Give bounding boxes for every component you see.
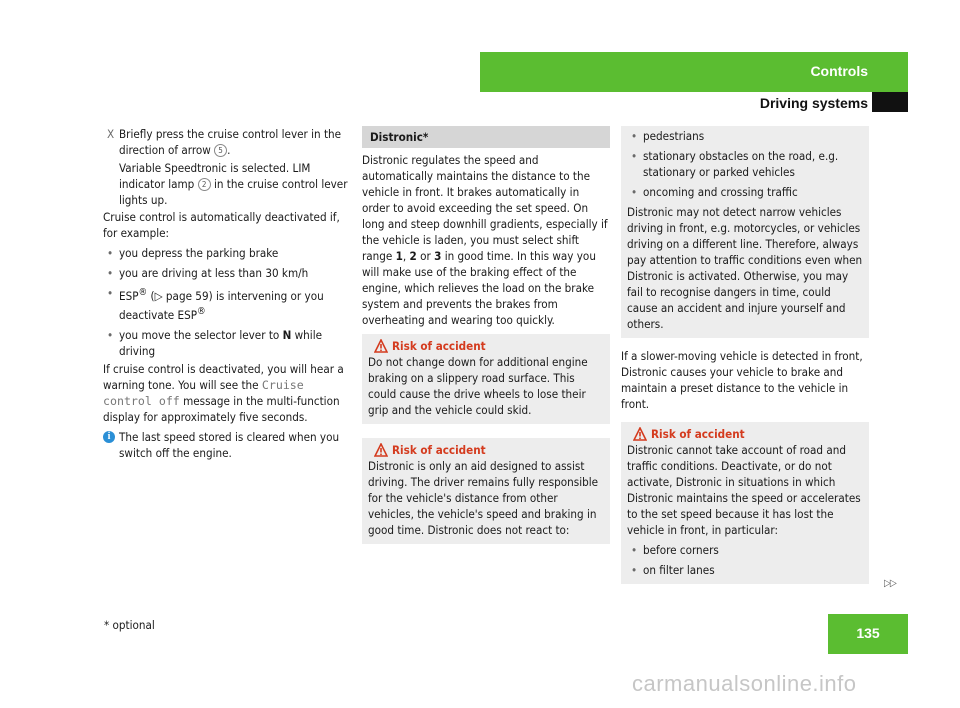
watermark: carmanualsonline.info (632, 671, 857, 696)
continue-arrow-icon: ▷▷ (884, 578, 896, 589)
info-note: i The last speed stored is cleared when you switch off the engine. (103, 429, 351, 461)
chapter-title: Controls (810, 63, 868, 79)
deactivation-intro: Cruise control is automatically deactivated if, for example: (103, 210, 340, 240)
list-item: • you depress the parking brake (107, 246, 279, 260)
warning-triangle-icon (374, 443, 388, 457)
bullet-icon: • (631, 563, 638, 577)
warning-text: Distronic is only an aid designed to assist driving. The driver remains fully responsible for the vehicle's distance from other vehicles, the vehicle's speed and braking in good time. Distronic does not react to: (368, 459, 599, 537)
bullet-icon: • (631, 543, 638, 557)
bullet-icon: • (631, 149, 638, 163)
right-column (621, 126, 869, 584)
warning-title: Risk of accident (368, 338, 604, 354)
warning-box (621, 422, 869, 584)
middle-column (362, 126, 610, 544)
lamp-number-badge: 2 (198, 178, 211, 191)
bullet-icon: • (631, 129, 638, 143)
bullet-icon: • (631, 185, 638, 199)
step-arrow-icon: X (107, 127, 115, 141)
chapter-tab-marker (872, 92, 908, 112)
bullet-icon: • (107, 246, 114, 260)
bullet-icon: • (107, 286, 114, 300)
arrow-number-badge: 5 (214, 144, 227, 157)
list-item: • pedestrians (631, 129, 705, 143)
list-item: • oncoming and crossing traffic (631, 185, 798, 199)
warning-box (362, 334, 610, 424)
warning-text: Distronic cannot take account of road and traffic conditions. Deactivate, or do not activate, Distronic in situations in which Distronic maintains the speed or accelerates to the set speed because it has lost the vehicle in front, in particular: (627, 443, 861, 537)
display-message: Cruise control off (103, 377, 304, 408)
warning-text: Distronic may not detect narrow vehicles driving in front, e.g. motorcycles, or vehicles driving on a different line. Therefore, always pay attention to traffic conditions even when Distronic is activated. Otherwise, you may fail to recognise dangers in time, could cause an accident and injure yourself and others. (627, 205, 863, 331)
bullet-icon: • (107, 327, 114, 342)
warning-triangle-icon (633, 427, 647, 441)
page-number: 135 (828, 614, 908, 654)
bullet-icon: • (107, 266, 114, 280)
step-result: Variable Speedtronic is selected. LIM indicator lamp 2 in the cruise control lever lights up. (119, 161, 348, 207)
warning-box (362, 438, 610, 544)
warning-box-continued (621, 126, 869, 338)
warning-title: Risk of accident (627, 426, 863, 442)
slow-vehicle-text: If a slower-moving vehicle is detected in front, Distronic causes your vehicle to brake and maintain a preset distance to the vehicle in front. (621, 349, 863, 411)
list-item: • stationary obstacles on the road, e.g. stationary or parked vehicles (631, 149, 839, 179)
section-title: Driving systems (759, 95, 868, 111)
warning-text: Do not change down for additional engine braking on a slippery road surface. This could cause the drive wheels to lose their grip and the vehicle could skid. (368, 355, 588, 417)
list-item: • on filter lanes (631, 563, 715, 577)
left-column (103, 126, 351, 461)
list-item: • ESP® (▷ page 59) is intervening or you deactivate ESP® (107, 286, 324, 322)
list-item: • you are driving at less than 30 km/h (107, 266, 309, 280)
warning-title: Risk of accident (368, 442, 604, 458)
chapter-tab (480, 52, 908, 92)
footnote: * optional (104, 618, 155, 632)
step-instruction: X Briefly press the cruise control lever in the direction of arrow 5 . (107, 127, 342, 157)
distronic-heading: Distronic* (362, 126, 610, 148)
info-icon: i (103, 431, 115, 443)
distronic-description: Distronic regulates the speed and automatically maintains the distance to the vehicle in front. It brakes automatically in order to avoid exceeding the set speed. On long and steep downhill gradients, especially if the vehicle is laden, you must select shift range 1, 2 or 3 in good time. In this way you will make use of the braking effect of the engine, which relieves the load on the brake system and prevents the brakes from overheating and wearing too quickly. (362, 153, 608, 327)
deactivation-tone-text: If cruise control is deactivated, you will hear a warning tone. You will see the Cruise control off message in the multi-function display for approximately five seconds. (103, 361, 344, 424)
list-item: • before corners (631, 543, 719, 557)
warning-triangle-icon (374, 339, 388, 353)
list-item: • you move the selector lever to N while driving (107, 327, 323, 358)
